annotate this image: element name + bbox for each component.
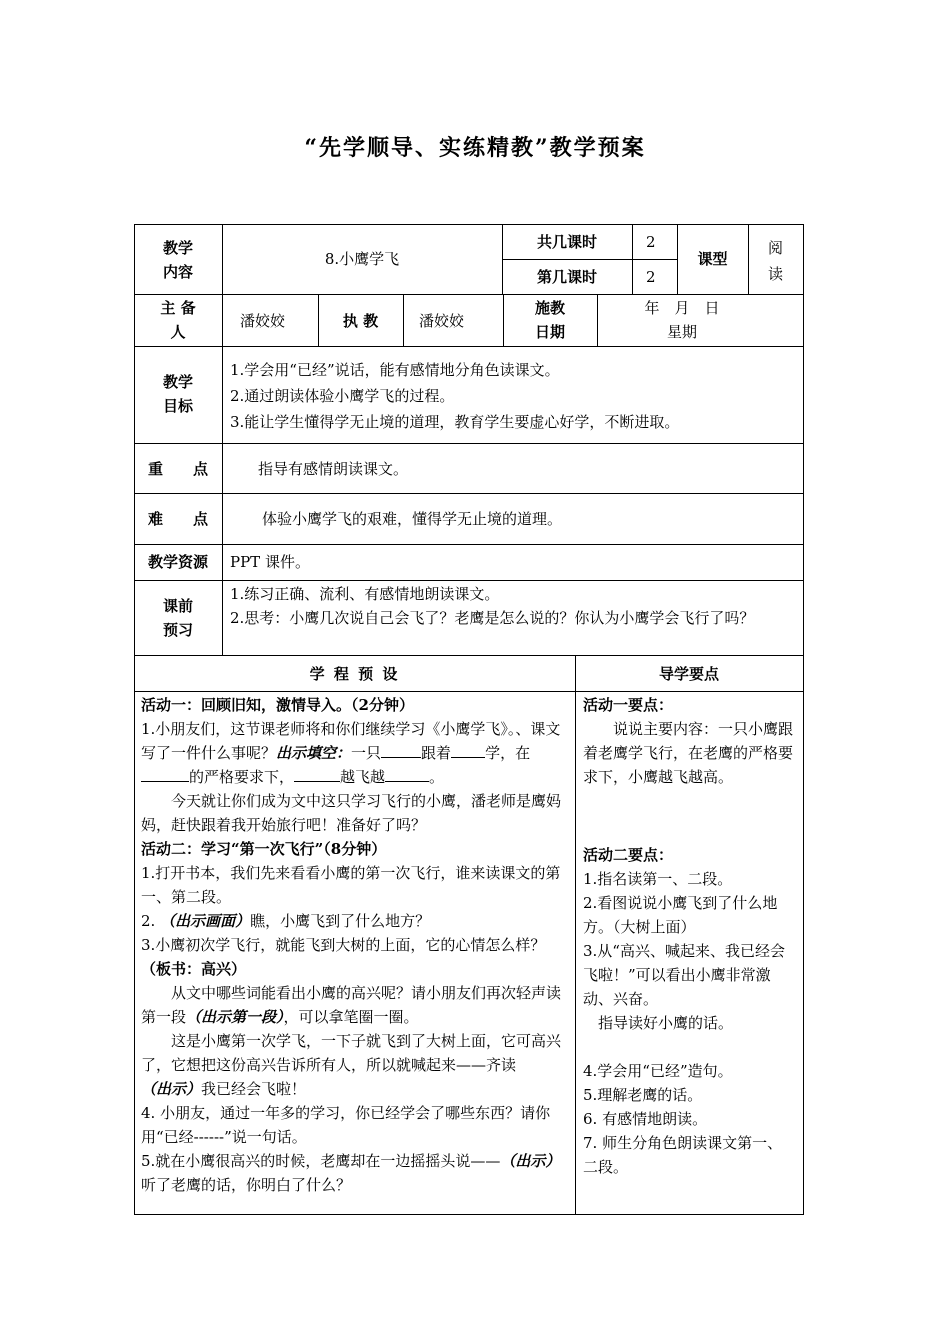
guide-2-title: 活动二要点： xyxy=(583,846,674,864)
difficulty-value: 体验小鹰学飞的艰难，懂得学无止境的道理。 xyxy=(262,510,563,528)
process-column xyxy=(141,693,571,1197)
goal-item: 3.能让学生懂得学无止境的道理，教育学生要虚心好学，不断进取。 xyxy=(230,413,680,431)
guide-column-2 xyxy=(583,843,797,1179)
executor-label: 执 教 xyxy=(342,312,379,330)
preview-item: 1.练习正确、流利、有感情地朗读课文。 xyxy=(230,585,500,603)
activity-1-paragraph: 今天就让你们成为文中这只学习飞行的小鹰，潘老师是鹰妈妈，赶快跟着我开始旅行吧！准备好了吗？ xyxy=(141,792,562,834)
content-label: 教学 内容 xyxy=(162,239,193,281)
preview-list xyxy=(230,582,800,630)
key-point-value: 指导有感情朗读课文。 xyxy=(258,460,409,478)
date-value: 年 月 日 xyxy=(644,299,720,317)
total-lessons-label: 共几课时 xyxy=(536,233,597,251)
lesson-type-value: 阅 读 xyxy=(767,239,783,283)
weekday-value: 星期 xyxy=(666,323,697,341)
total-lessons-value: 2 xyxy=(646,233,656,251)
lesson-number-value: 2 xyxy=(646,268,656,286)
guide-2-item: 5.理解老鹰的话。 xyxy=(583,1086,703,1104)
activity-2-title: 活动二：学习“第一次飞行”（8分钟） xyxy=(141,840,387,858)
resources-value: PPT 课件。 xyxy=(230,553,310,571)
preparer-label: 主 备 人 xyxy=(160,299,196,341)
lesson-number-label: 第几课时 xyxy=(536,268,597,286)
guide-2-item: 1.指名读第一、二段。 xyxy=(583,870,733,888)
key-point-label: 重 点 xyxy=(147,460,208,478)
guide-1-title: 活动一要点： xyxy=(583,696,674,714)
activity-2-item: 4. 小朋友，通过一年多的学习，你已经学会了哪些东西？请你用“已经------”说一句话。 xyxy=(141,1104,551,1146)
guide-2-item: 3.从“高兴、喊起来、我已经会飞啦！”可以看出小鹰非常激动、兴奋。 xyxy=(583,942,785,1008)
goals-list xyxy=(230,357,800,435)
guide-2-item: 指导读好小鹰的话。 xyxy=(598,1014,734,1032)
preview-item: 2.思考：小鹰几次说自己会飞了？老鹰是怎么说的？你认为小鹰学会飞行了吗？ xyxy=(230,609,755,627)
preparer-value: 潘姣姣 xyxy=(240,312,286,330)
goals-label: 教学 目标 xyxy=(162,373,193,415)
preview-label: 课前 预习 xyxy=(162,597,193,639)
guide-2-item: 2.看图说说小鹰飞到了什么地方。（大树上面） xyxy=(583,894,778,936)
activity-2-paragraph: 这是小鹰第一次学飞，一下子就飞到了大树上面，它可高兴了，它想把这份高兴告诉所有人，所以就喊起来——齐读（出示）我已经会飞啦！ xyxy=(141,1032,562,1098)
content-value: 8.小鹰学飞 xyxy=(324,250,400,268)
date-label: 施教 日期 xyxy=(534,299,565,341)
guide-2-item: 4.学会用“已经”造句。 xyxy=(583,1062,733,1080)
guide-column xyxy=(583,693,797,789)
guide-header: 导学要点 xyxy=(658,665,719,683)
guide-2-item: 6. 有感情地朗读。 xyxy=(583,1110,708,1128)
goal-item: 1.学会用“已经”说话，能有感情地分角色读课文。 xyxy=(230,361,560,379)
activity-1-title: 活动一：回顾旧知，激情导入。（2分钟） xyxy=(141,696,414,714)
process-header: 学 程 预 设 xyxy=(309,665,400,683)
page-title: “先学顺导、实练精教”教学预案 xyxy=(304,135,646,161)
activity-2-item: 3.小鹰初次学飞行，就能飞到大树的上面，它的心情怎么样？（板书：高兴） xyxy=(141,936,546,978)
difficulty-label: 难 点 xyxy=(147,510,208,528)
resources-label: 教学资源 xyxy=(147,553,208,571)
guide-1-text: 说说主要内容：一只小鹰跟着老鹰学飞行，在老鹰的严格要求下，小鹰越飞越高。 xyxy=(583,720,794,786)
activity-2-item: 1.打开书本，我们先来看看小鹰的第一次飞行，谁来读课文的第一、第二段。 xyxy=(141,864,561,906)
goal-item: 2.通过朗读体验小鹰学飞的过程。 xyxy=(230,387,455,405)
activity-2-item: 2. （出示画面）瞧，小鹰飞到了什么地方？ xyxy=(141,912,431,930)
executor-value: 潘姣姣 xyxy=(419,312,465,330)
activity-2-item: 5.就在小鹰很高兴的时候，老鹰却在一边摇摇头说——（出示）听了老鹰的话，你明白了什么？ xyxy=(141,1152,561,1194)
guide-2-item: 7. 师生分角色朗读课文第一、二段。 xyxy=(583,1134,783,1176)
lesson-type-label: 课型 xyxy=(697,250,728,268)
activity-1-item: 1.小朋友们，这节课老师将和你们继续学习《小鹰学飞》。、课文写了一件什么事呢？出示填空：一只 跟着 学，在的严格要求下， 越飞越 。 xyxy=(141,720,561,786)
activity-2-paragraph: 从文中哪些词能看出小鹰的高兴呢？请小朋友们再次轻声读第一段（出示第一段），可以拿笔圈一圈。 xyxy=(141,984,562,1026)
